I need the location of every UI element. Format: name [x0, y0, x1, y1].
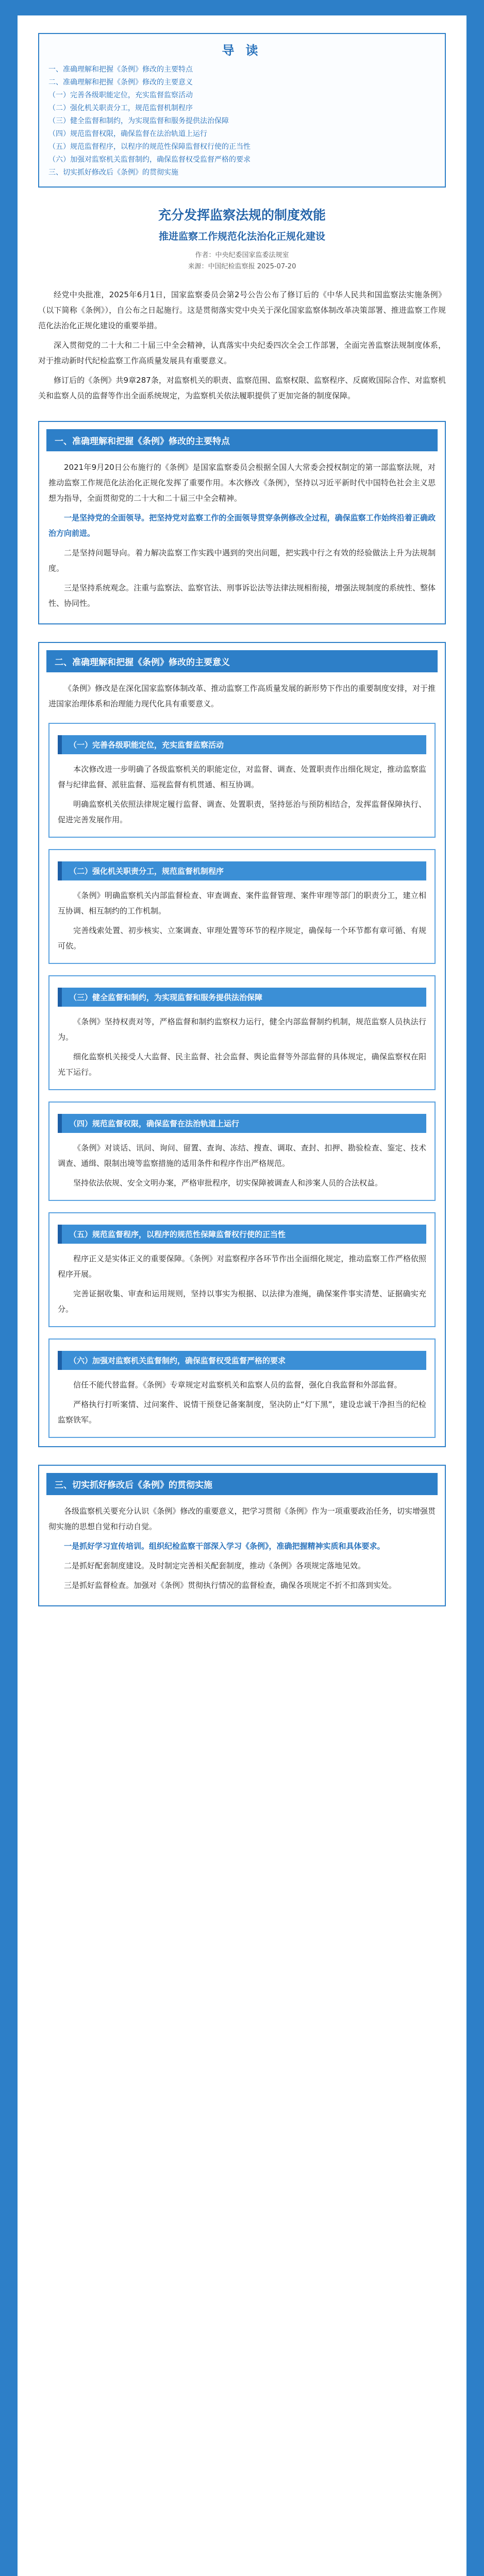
intro-paragraph: 修订后的《条例》共9章287条，对监察机关的职责、监察范围、监察权限、监察程序、反腐败国际合作、对监察机关和监察人员的监督等作出全面系统规定，为监察机关依法履职提供了更加完备的制度保障。 — [38, 376, 446, 400]
subsection-paragraph: 完善证据收集、审查和运用规则，坚持以事实为根据、以法律为准绳，确保案件事实清楚、证据确实充分。 — [58, 1289, 426, 1314]
subsection-card — [48, 1212, 436, 1327]
subsection-paragraph: 明确监察机关依照法律规定履行监督、调查、处置职责，坚持惩治与预防相结合，发挥监督保障执行、促进完善发展作用。 — [58, 800, 426, 824]
section-1-heading: 一、准确理解和把握《条例》修改的主要特点 — [46, 429, 438, 451]
subsection-heading: （二）强化机关职责分工，规范监督机制程序 — [58, 861, 426, 880]
section-paragraph: 2021年9月20日公布施行的《条例》是国家监察委员会根据全国人大常委会授权制定的第一部监察法规，对推动监察工作规范化法治化正规化发挥了重要作用。本次修改《条例》，坚持以习近平新时代中国特色社会主义思想为指导，全面贯彻党的二十大和二十届三中全会精神。 — [48, 463, 436, 503]
subsection-heading: （六）加强对监察机关监督制约，确保监督权受监督严格的要求 — [58, 1351, 426, 1370]
subsection-paragraph: 《条例》对谈话、讯问、询问、留置、查询、冻结、搜查、调取、查封、扣押、勘验检查、鉴定、技术调查、通缉、限制出境等监察措施的适用条件和程序作出严格规范。 — [58, 1143, 426, 1168]
section-paragraph: 各级监察机关要充分认识《条例》修改的重要意义，把学习贯彻《条例》作为一项重要政治任务，切实增强贯彻实施的思想自觉和行动自觉。 — [48, 1506, 436, 1531]
toc-item[interactable]: （四）规范监督权限，确保监督在法治轨道上运行 — [48, 130, 207, 138]
subsection-card — [48, 1338, 436, 1438]
section-paragraph: 一是抓好学习宣传培训。组织纪检监察干部深入学习《条例》，准确把握精神实质和具体要求。 — [64, 1541, 385, 1551]
toc-item[interactable]: （一）完善各级职能定位，充实监督监察活动 — [48, 91, 193, 99]
author-line: 作者：中央纪委国家监委法规室 — [195, 251, 289, 259]
toc-item[interactable]: 二、准确理解和把握《条例》修改的主要意义 — [48, 78, 193, 87]
article-page — [18, 15, 466, 2576]
subsection-paragraph: 细化监察机关接受人大监督、民主监督、社会监督、舆论监督等外部监督的具体规定，确保监察权在阳光下运行。 — [58, 1052, 426, 1077]
subsection-paragraph: 本次修改进一步明确了各级监察机关的职能定位，对监督、调查、处置职责作出细化规定，推动监察监督与纪律监督、派驻监督、巡视监督有机贯通、相互协调。 — [58, 765, 426, 789]
subsection-card — [48, 723, 436, 838]
section-paragraph: 二是抓好配套制度建设。及时制定完善相关配套制度，推动《条例》各项规定落地见效。 — [64, 1561, 366, 1570]
subsection-card — [48, 1101, 436, 1201]
subsection-paragraph: 坚持依法依规、安全文明办案，严格审批程序，切实保障被调查人和涉案人员的合法权益。 — [73, 1178, 383, 1188]
section-3 — [38, 1465, 446, 1606]
toc-item[interactable]: 一、准确理解和把握《条例》修改的主要特点 — [48, 65, 193, 74]
section-2 — [38, 642, 446, 1447]
section-paragraph: 三是抓好监督检查。加强对《条例》贯彻执行情况的监督检查，确保各项规定不折不扣落到实处。 — [64, 1581, 397, 1590]
subsection-heading: （三）健全监督和制约，为实现监督和服务提供法治保障 — [58, 988, 426, 1007]
subsection-heading: （一）完善各级职能定位，充实监督监察活动 — [58, 735, 426, 754]
toc-item[interactable]: （五）规范监督程序，以程序的规范性保障监督权行使的正当性 — [48, 143, 251, 151]
subsection-heading: （五）规范监督程序，以程序的规范性保障监督权行使的正当性 — [58, 1225, 426, 1244]
byline — [38, 250, 446, 273]
subsection-paragraph: 信任不能代替监督。《条例》专章规定对监察机关和监察人员的监督，强化自我监督和外部监督。 — [73, 1380, 402, 1389]
subsection-card — [48, 975, 436, 1090]
subsection-card — [48, 849, 436, 964]
section-paragraph: 二是坚持问题导向。着力解决监察工作实践中遇到的突出问题，把实践中行之有效的经验做法上升为法规制度。 — [48, 548, 436, 573]
toc-title: 导 读 — [222, 44, 262, 58]
subsection-paragraph: 《条例》坚持权责对等，严格监督和制约监察权力运行，健全内部监督制约机制，规范监察人员执法行为。 — [58, 1017, 426, 1042]
subsection-paragraph: 程序正义是实体正义的重要保障。《条例》对监察程序各环节作出全面细化规定，推动监察工作严格依照程序开展。 — [58, 1254, 426, 1279]
section-paragraph: 一是坚持党的全面领导。把坚持党对监察工作的全面领导贯穿条例修改全过程，确保监察工作始终沿着正确政治方向前进。 — [48, 513, 436, 538]
page-subtitle: 推进监察工作规范化法治化正规化建设 — [158, 231, 325, 242]
toc-item[interactable]: （六）加强对监察机关监督制约，确保监督权受监督严格的要求 — [48, 156, 251, 164]
intro-paragraph: 深入贯彻党的二十大和二十届三中全会精神，认真落实中央纪委四次全会工作部署，全面完善监察法规制度体系，对于推动新时代纪检监察工作高质量发展具有重要意义。 — [38, 341, 446, 365]
source-line: 来源：中国纪检监察报 2025-07-20 — [188, 263, 296, 270]
toc-item[interactable]: （二）强化机关职责分工，规范监督机制程序 — [48, 104, 193, 112]
section-2-heading: 二、准确理解和把握《条例》修改的主要意义 — [46, 650, 438, 672]
subsection-paragraph: 严格执行打听案情、过问案件、说情干预登记备案制度，坚决防止“灯下黑”，建设忠诚干净担当的纪检监察铁军。 — [58, 1400, 426, 1425]
toc-box — [38, 33, 446, 188]
toc-item[interactable]: （三）健全监督和制约，为实现监督和服务提供法治保障 — [48, 117, 229, 125]
subsection-paragraph: 《条例》明确监察机关内部监督检查、审查调查、案件监督管理、案件审理等部门的职责分工，建立相互协调、相互制约的工作机制。 — [58, 891, 426, 916]
section-lead: 《条例》修改是在深化国家监察体制改革、推动监察工作高质量发展的新形势下作出的重要制度安排，对于推进国家治理体系和治理能力现代化具有重要意义。 — [48, 684, 436, 708]
section-3-heading: 三、切实抓好修改后《条例》的贯彻实施 — [46, 1473, 438, 1495]
page-title: 充分发挥监察法规的制度效能 — [158, 208, 326, 223]
section-1 — [38, 421, 446, 624]
section-paragraph: 三是坚持系统观念。注重与监察法、监察官法、刑事诉讼法等法律法规相衔接，增强法规制度的系统性、整体性、协同性。 — [48, 583, 436, 608]
subsection-heading: （四）规范监督权限，确保监督在法治轨道上运行 — [58, 1114, 426, 1133]
subsection-paragraph: 完善线索处置、初步核实、立案调查、审理处置等环节的程序规定，确保每一个环节都有章可循、有规可依。 — [58, 926, 426, 951]
toc-item[interactable]: 三、切实抓好修改后《条例》的贯彻实施 — [48, 168, 178, 177]
intro-paragraph: 经党中央批准，2025年6月1日，国家监察委员会第2号公告公布了修订后的《中华人民共和国监察法实施条例》（以下简称《条例》），自公布之日起施行。这是贯彻落实党中央关于深化国家监察体制改革决策部署、推进监察工作规范化法治化正规化建设的重要举措。 — [38, 290, 446, 330]
